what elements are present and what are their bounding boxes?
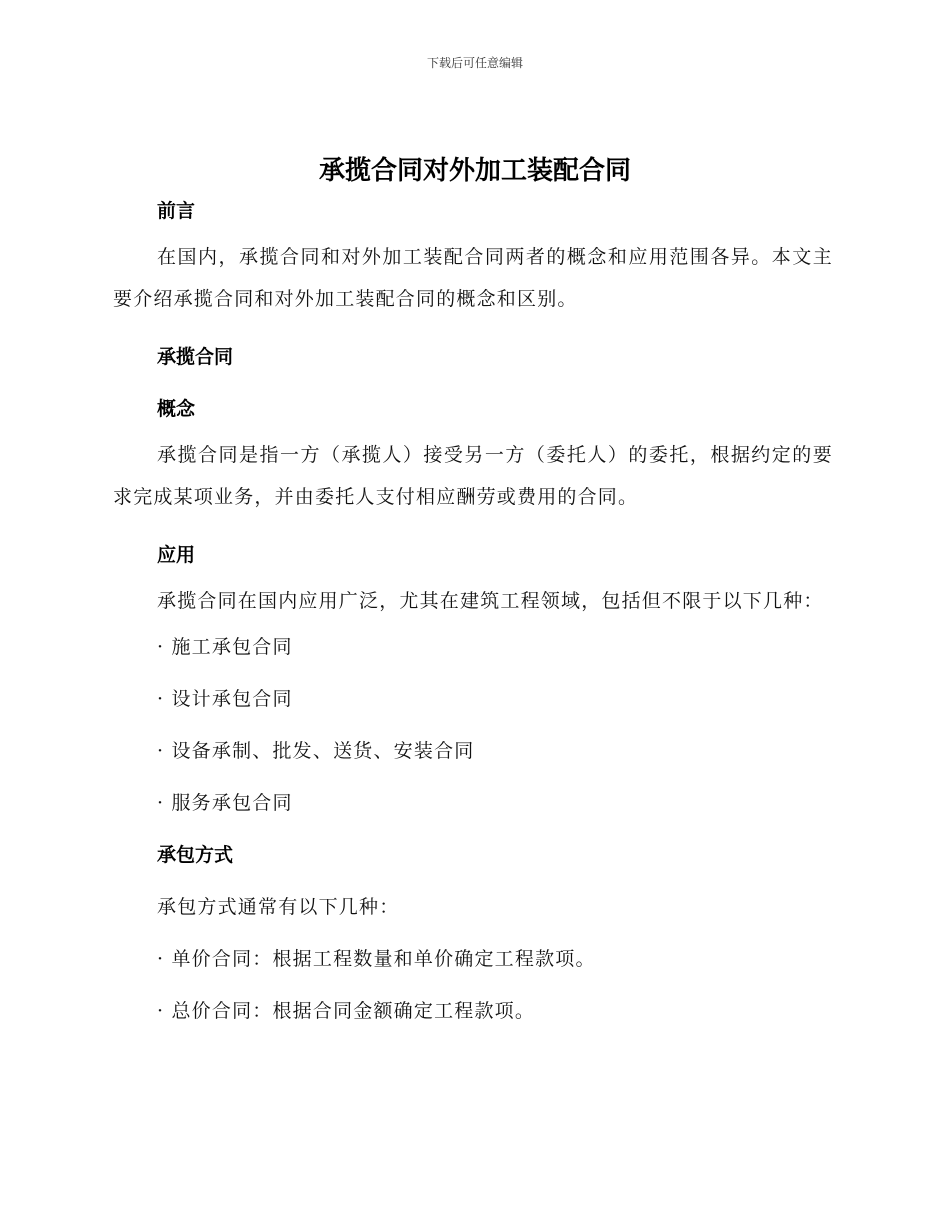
page-header: 下载后可任意编辑: [426, 56, 523, 70]
section-heading-methods: 承包方式: [157, 844, 234, 866]
list-item: · 设计承包合同: [157, 688, 293, 710]
section-heading-contract: 承揽合同: [157, 346, 234, 368]
document-body: [113, 196, 833, 1026]
concept-paragraph: 承揽合同是指一方（承揽人）接受另一方（委托人）的委托，根据约定的要求完成某项业务，并由委托人支付相应酬劳或费用的合同。: [113, 444, 833, 508]
list-item: · 施工承包合同: [157, 636, 293, 658]
section-heading-application: 应用: [157, 544, 196, 566]
list-item: · 单价合同：根据工程数量和单价确定工程款项。: [157, 948, 596, 970]
section-heading-preface: 前言: [157, 200, 196, 222]
application-paragraph: 承揽合同在国内应用广泛，尤其在建筑工程领域，包括但不限于以下几种：: [157, 590, 824, 612]
preface-paragraph: 在国内，承揽合同和对外加工装配合同两者的概念和应用范围各异。本文主要介绍承揽合同和对外加工装配合同的概念和区别。: [113, 246, 833, 310]
list-item: · 设备承制、批发、送货、安装合同: [157, 740, 475, 762]
section-heading-concept: 概念: [157, 398, 196, 420]
methods-intro: 承包方式通常有以下几种：: [157, 896, 400, 918]
document-title: 承揽合同对外加工装配合同: [318, 156, 631, 186]
list-item: · 服务承包合同: [157, 792, 293, 814]
list-item: · 总价合同：根据合同金额确定工程款项。: [157, 1000, 536, 1022]
